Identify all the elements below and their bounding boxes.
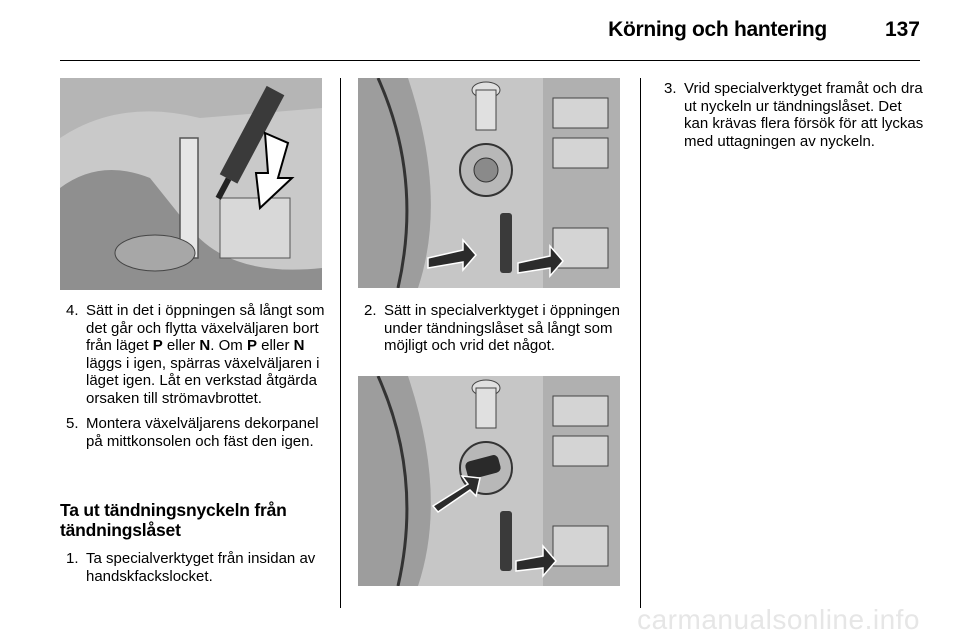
ignition-tool-illustration (358, 78, 620, 288)
key-removal-illustration (358, 376, 620, 586)
gear-selector-illustration (60, 78, 322, 290)
instructions-list-3 (358, 302, 632, 363)
header-rule (60, 60, 920, 61)
list-item: 4. Sätt in det i öppningen så långt som det går och flytta växelväljaren bort från läget P eller N. Om P eller N läggs i igen, spärras växelväljaren i läget igen. Låt en verkstad åtgärda orsaken till strömavbrottet. (66, 302, 325, 407)
list-item: 3. Vrid specialverktyget framåt och dra ut nyckeln ur tändningslåset. Det kan krävas flera försök för att lyckas med uttagningen av nyckeln. (664, 80, 924, 150)
column-divider-2 (640, 78, 641, 608)
chapter-title: Körning och hantering (608, 18, 827, 41)
list-item: 5. Montera växelväljarens dekorpanel på mittkonsolen och fäst den igen. (66, 415, 319, 450)
instructions-list-2 (60, 550, 332, 593)
instructions-list-4 (658, 80, 928, 158)
section-heading: Ta ut tändningsnyckeln från tändningslåset (60, 500, 287, 540)
column-divider-1 (340, 78, 341, 608)
instructions-list-1 (60, 302, 332, 458)
page-header (608, 18, 920, 42)
list-item: 2. Sätt in specialverktyget i öppningen under tändningslåset så långt som möjligt och vrid det något. (364, 302, 620, 354)
list-item: 1. Ta specialverktyget från insidan av handskfackslocket. (66, 550, 316, 585)
page-number: 137 (884, 18, 920, 41)
watermark: carmanualsonline.info (637, 604, 920, 635)
